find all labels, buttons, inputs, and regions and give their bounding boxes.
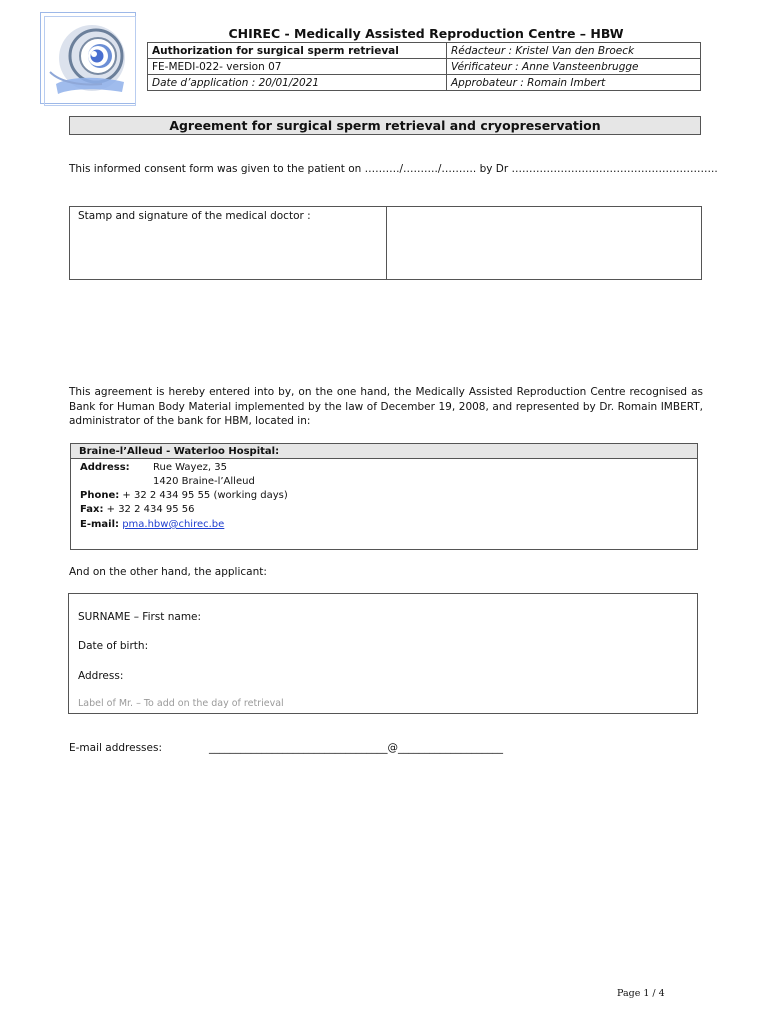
meta-row	[148, 75, 701, 91]
phone-value: + 32 2 434 95 55 (working days)	[119, 490, 288, 501]
other-hand-text: And on the other hand, the applicant:	[69, 566, 267, 578]
stamp-signature-box[interactable]	[69, 206, 702, 280]
stamp-box-divider	[386, 207, 387, 279]
meta-author: Rédacteur : Kristel Van den Broeck	[447, 43, 701, 59]
stamp-signature-label: Stamp and signature of the medical doctor :	[78, 210, 311, 222]
email-addresses-field[interactable]: __________________________________@____________________	[209, 742, 503, 754]
consent-given-line[interactable]: This informed consent form was given to the patient on ………./………./………. by Dr …………………………………………………..	[69, 163, 718, 175]
address-row	[80, 462, 227, 473]
document-meta-table	[147, 42, 701, 91]
phone-row	[80, 490, 288, 501]
email-label: E-mail:	[80, 519, 120, 530]
email-addresses-label: E-mail addresses:	[69, 742, 162, 754]
hospital-name: Braine-l’Alleud - Waterloo Hospital:	[71, 444, 697, 459]
meta-row	[148, 43, 701, 59]
address-line-2: 1420 Braine-l’Alleud	[153, 476, 255, 487]
email-link[interactable]: pma.hbw@chirec.be	[122, 519, 225, 530]
chirec-logo	[40, 12, 136, 104]
address-line-1: Rue Wayez, 35	[153, 462, 227, 473]
meta-document-name: Authorization for surgical sperm retrieval	[148, 43, 447, 59]
agreement-paragraph: This agreement is hereby entered into by, on the one hand, the Medically Assisted Reproduction Centre recognised as Bank for Human Body Material implemented by the law of December 19, 2008, and represented by Dr. Romain IMBERT, administrator of the bank for HBM, located in:	[69, 386, 703, 427]
surname-field-label[interactable]: SURNAME – First name:	[78, 611, 202, 623]
fax-label: Fax:	[80, 504, 104, 515]
meta-application-date: Date d’application : 20/01/2021	[148, 75, 447, 91]
section-title: Agreement for surgical sperm retrieval and cryopreservation	[69, 116, 701, 135]
fax-value: + 32 2 434 95 56	[103, 504, 195, 515]
document-title: CHIREC - Medically Assisted Reproduction Centre – HBW	[228, 26, 624, 41]
meta-version: FE-MEDI-022- version 07	[148, 59, 447, 75]
meta-approver: Approbateur : Romain Imbert	[447, 75, 701, 91]
address-field-label[interactable]: Address:	[78, 670, 124, 682]
meta-row	[148, 59, 701, 75]
phone-label: Phone:	[80, 490, 120, 501]
logo-emblem-icon	[40, 12, 136, 104]
hospital-address-box	[70, 443, 698, 550]
applicant-box[interactable]	[68, 593, 698, 714]
address-label: Address:	[80, 462, 130, 473]
meta-verifier: Vérificateur : Anne Vansteenbrugge	[447, 59, 701, 75]
page-number: Page 1 / 4	[617, 988, 665, 999]
email-row	[80, 519, 224, 530]
dob-field-label[interactable]: Date of birth:	[78, 640, 149, 652]
patient-label-note: Label of Mr. – To add on the day of retrieval	[78, 698, 284, 709]
fax-row	[80, 504, 195, 515]
